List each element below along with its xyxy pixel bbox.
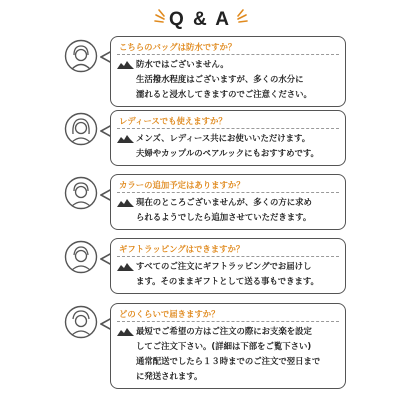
answer-line: に発送されます。 xyxy=(136,371,203,381)
answer-text xyxy=(117,324,320,384)
question-text: カラーの追加予定はありますか？ xyxy=(119,180,245,190)
qa-bubble xyxy=(110,174,346,230)
answer-line: 防水ではございません。 xyxy=(136,59,229,69)
qa-bubble xyxy=(110,238,346,294)
dashed-divider xyxy=(117,321,339,322)
answer-line: 生活撥水程度はございますが、多くの水分に xyxy=(136,74,304,84)
answer-text xyxy=(117,131,319,161)
person-avatar-icon xyxy=(64,305,98,339)
answer-line: 夫婦やカップルのペアルックにもおすすめです。 xyxy=(136,148,319,158)
qa-bubble xyxy=(110,110,346,166)
question-text: どのくらいで届きますか？ xyxy=(119,309,220,319)
page-header xyxy=(0,3,400,35)
question-text: こちらのバッグは防水ですか？ xyxy=(119,42,237,52)
answer-text xyxy=(117,57,312,102)
person-avatar-icon xyxy=(64,240,98,274)
answer-line: メンズ、レディース共にお使いいただけます。 xyxy=(136,133,311,143)
page-title: Q & A xyxy=(168,9,232,30)
answer-line: 濡れると浸水してきますのでご注意ください。 xyxy=(136,89,312,99)
dashed-divider xyxy=(117,192,339,193)
question-text: レディースでも使えますか？ xyxy=(119,116,227,126)
qa-bubble xyxy=(110,36,346,107)
person-avatar-icon xyxy=(64,39,98,73)
answer-text xyxy=(117,195,312,225)
dashed-divider xyxy=(117,54,339,55)
answer-line: 現在のところございませんが、多くの方に求め xyxy=(136,197,312,207)
person-avatar-icon xyxy=(64,112,98,146)
question-text: ギフトラッピングはできますか？ xyxy=(119,244,245,254)
answer-line: 最短でご希望の方はご注文の際にお支楽を設定 xyxy=(136,326,312,336)
dashed-divider xyxy=(117,128,339,129)
answer-line: 通常配送でしたら１３時までのご注文で翌日まで xyxy=(136,356,321,366)
answer-text xyxy=(117,259,319,289)
answer-line: られるようでしたら追加させていただきます。 xyxy=(136,212,312,222)
sparkle-lines-icon xyxy=(234,7,274,29)
qa-bubble xyxy=(110,303,346,389)
answer-line: してご注文下さい。(詳細は下部をご覧下さい) xyxy=(136,341,312,351)
dashed-divider xyxy=(117,256,339,257)
answer-line: ます。そのままギフトとして送る事もできます。 xyxy=(136,276,319,286)
answer-line: すべてのご注文にギフトラッピングでお届けし xyxy=(136,261,312,271)
person-avatar-icon xyxy=(64,176,98,210)
